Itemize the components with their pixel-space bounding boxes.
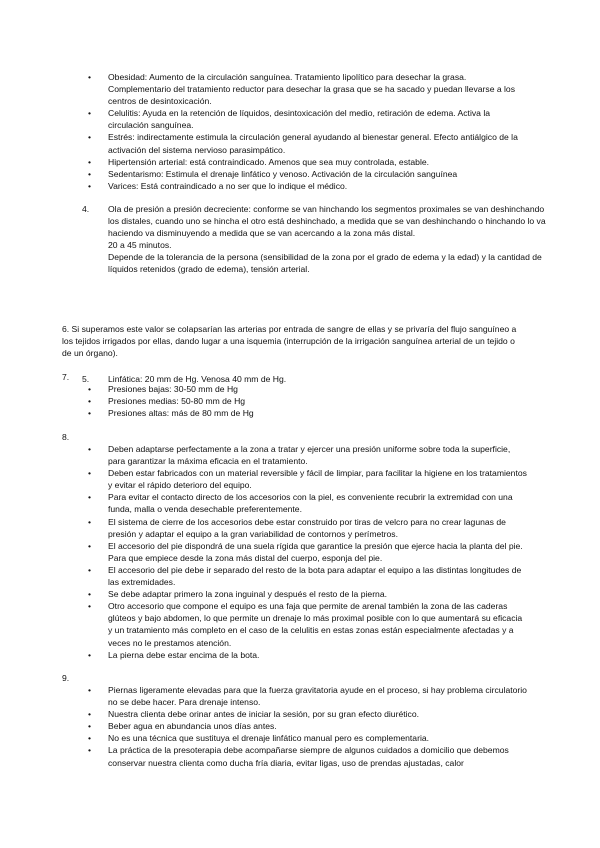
- indications-list-container: [88, 71, 528, 192]
- section-9-list-container: [88, 684, 528, 769]
- numbered-item-4: [82, 203, 550, 276]
- bullet-icon: •: [88, 709, 92, 720]
- recommendations-list: [88, 684, 528, 769]
- list-item-text: Piernas ligeramente elevadas para que la fuerza gravitatoria ayude en el proceso, si hay problema circulatorio no se debe hacer. Para drenaje intenso.: [108, 685, 527, 708]
- list-item: [88, 407, 528, 419]
- bullet-icon: •: [88, 156, 92, 167]
- list-item-text: Presiones bajas: 30-50 mm de Hg: [108, 384, 238, 394]
- bullet-icon: •: [88, 745, 92, 756]
- bullet-icon: •: [88, 168, 92, 179]
- bullet-icon: •: [88, 589, 92, 600]
- bullet-icon: •: [88, 468, 92, 479]
- list-item: [88, 588, 528, 600]
- section-8-list-container: [88, 443, 528, 661]
- list-item: [88, 168, 528, 180]
- list-item: [88, 540, 528, 564]
- list-item: [88, 443, 528, 467]
- bullet-icon: •: [88, 516, 92, 527]
- section-9-heading: 9.: [62, 673, 70, 683]
- list-item-text: El accesorio del pie dispondrá de una suela rígida que garantice la presión que ejerce hacia la planta del pie. Para que empiece desde la zona más distal del cuerpo, esponja del pie.: [108, 540, 523, 563]
- bullet-icon: •: [88, 444, 92, 454]
- bullet-icon: •: [88, 564, 92, 575]
- list-item-text: Obesidad: Aumento de la circulación sanguínea. Tratamiento lipolítico para desechar la grasa. Complementario del tratamiento reductor para desechar la grasa que se ha sacado y puedan llevarse a los centros de desintoxicación.: [108, 72, 516, 107]
- list-item: [88, 684, 528, 708]
- section-7-list-container: [88, 383, 528, 419]
- bullet-icon: •: [88, 685, 92, 695]
- list-item-text: Deben estar fabricados con un material reversible y fácil de limpiar, para facilitar la higiene en los tratamientos y evitar el rápido deterioro del equipo.: [108, 468, 527, 491]
- list-item-text: Estrés: indirectamente estimula la circulación general ayudando al bienestar general. Efecto antiálgico de la activación del sistema nervioso parasimpático.: [108, 132, 518, 155]
- list-item-text: Otro accesorio que compone el equipo es una faja que permite de arenal también la zona de las caderas glúteos y bajo abdomen, lo que permite un drenaje lo más proximal posible con lo que aumentará su eficacia y un tratamiento más completo en el caso de la celulitis en estas zonas están especialmente afectadas y a veces no le prestamos atención.: [108, 601, 523, 648]
- list-item: [88, 156, 528, 168]
- bullet-icon: •: [88, 396, 92, 407]
- list-item: [88, 467, 528, 491]
- bullet-icon: •: [88, 408, 92, 419]
- indications-list: [88, 71, 528, 192]
- list-item-text: Celulitis: Ayuda en la retención de líquidos, desintoxicación del medio, retiración de edema. Activa la circulación sanguínea.: [108, 108, 491, 131]
- list-item: [88, 564, 528, 588]
- item-4-duration: 20 a 45 minutos.: [108, 240, 172, 251]
- bullet-icon: •: [88, 601, 92, 612]
- pressure-list: [88, 383, 528, 419]
- list-item: [88, 107, 528, 131]
- item-4-text: Ola de presión a presión decreciente: conforme se van hinchando los segmentos proximales se van deshinchando los distales, cuando uno se hincha el otro está deshinchado, a medida que se van deshinchando o hinchando lo va haciendo va disminuyendo a medida que se van acercando a la zona más distal.: [108, 204, 546, 239]
- item-5-text: Linfática: 20 mm de Hg. Venosa 40 mm de Hg.: [108, 373, 287, 384]
- list-item: [88, 131, 528, 155]
- list-item-text: Hipertensión arterial: está contraindicado. Amenos que sea muy controlada, estable.: [108, 156, 430, 167]
- item-4-depends: Depende de la tolerancia de la persona (sensibilidad de la zona por el grado de edema y la edad) y la cantidad de líquidos retenidos (grado de edema), tensión arterial.: [108, 252, 542, 275]
- bullet-icon: •: [88, 132, 92, 143]
- bullet-icon: •: [88, 72, 92, 82]
- list-item: [88, 395, 528, 407]
- list-item-text: Se debe adaptar primero la zona inguinal y después el resto de la pierna.: [108, 589, 387, 600]
- list-item: [88, 720, 528, 732]
- list-item-text: El sistema de cierre de los accesorios debe estar construido por tiras de velcro para no crear lagunas de presión y adaptar el equipo a la gran variabilidad de contornos y perímetros.: [108, 516, 506, 539]
- bullet-icon: •: [88, 540, 92, 551]
- list-item-text: Para evitar el contacto directo de los accesorios con la piel, es conveniente recubrir la extremidad con una funda, malla o venda desechable preferentemente.: [108, 492, 513, 515]
- list-item: [88, 516, 528, 540]
- paragraph-6: 6. Si superamos este valor se colapsarían las arterias por entrada de sangre de ellas y se privaría del flujo sanguíneo a los tejidos irrigados por ellas, dando lugar a una isquemia (interrupción de la irrigación sanguínea arterial de un tejido o de un órgano).: [62, 324, 517, 359]
- list-item-text: El accesorio del pie debe ir separado del resto de la bota para adaptar el equipo a las distintas longitudes de las extremidades.: [108, 564, 522, 588]
- list-item-text: Presiones altas: más de 80 mm de Hg: [108, 408, 254, 419]
- list-item: [88, 649, 528, 661]
- list-item: [88, 383, 528, 395]
- list-item: [88, 600, 528, 648]
- bullet-icon: •: [88, 384, 92, 394]
- list-item-text: No es una técnica que sustituya el drenaje linfático manual pero es complementaria.: [108, 733, 430, 744]
- list-item: [88, 732, 528, 744]
- list-item: [88, 491, 528, 515]
- list-item: [88, 180, 528, 192]
- list-item-text: Sedentarismo: Estimula el drenaje linfático y venoso. Activación de la circulación sanguínea: [108, 168, 458, 179]
- accessories-list: [88, 443, 528, 661]
- section-7-heading: 7.: [62, 372, 70, 382]
- list-item: [88, 744, 528, 768]
- bullet-icon: •: [88, 733, 92, 744]
- list-item: [88, 708, 528, 720]
- list-item: [88, 71, 528, 107]
- bullet-icon: •: [88, 649, 92, 660]
- list-item-text: La práctica de la presoterapia debe acompañarse siempre de algunos cuidados a domicilio que debemos conservar nuestra clienta como ducha fría diaria, evitar ligas, uso de prendas ajustadas, calor: [108, 745, 509, 768]
- bullet-icon: •: [88, 721, 92, 732]
- list-item-text: Deben adaptarse perfectamente a la zona a tratar y ejercer una presión uniforme sobre toda la superficie, para garantizar la máxima eficacia en el tratamiento.: [108, 444, 511, 467]
- bullet-icon: •: [88, 180, 92, 191]
- item-number: 4.: [82, 204, 90, 214]
- list-item-text: Presiones medias: 50-80 mm de Hg: [108, 396, 246, 407]
- list-item-text: Beber agua en abundancia unos días antes.: [108, 721, 277, 732]
- list-item-text: Nuestra clienta debe orinar antes de iniciar la sesión, por su gran efecto diurético.: [108, 709, 419, 720]
- list-item-text: Varices: Está contraindicado a no ser que lo indique el médico.: [108, 180, 348, 191]
- bullet-icon: •: [88, 492, 92, 503]
- list-item-text: La pierna debe estar encima de la bota.: [108, 649, 260, 660]
- bullet-icon: •: [88, 108, 92, 119]
- section-8-heading: 8.: [62, 432, 70, 442]
- item-number: 5.: [82, 373, 90, 384]
